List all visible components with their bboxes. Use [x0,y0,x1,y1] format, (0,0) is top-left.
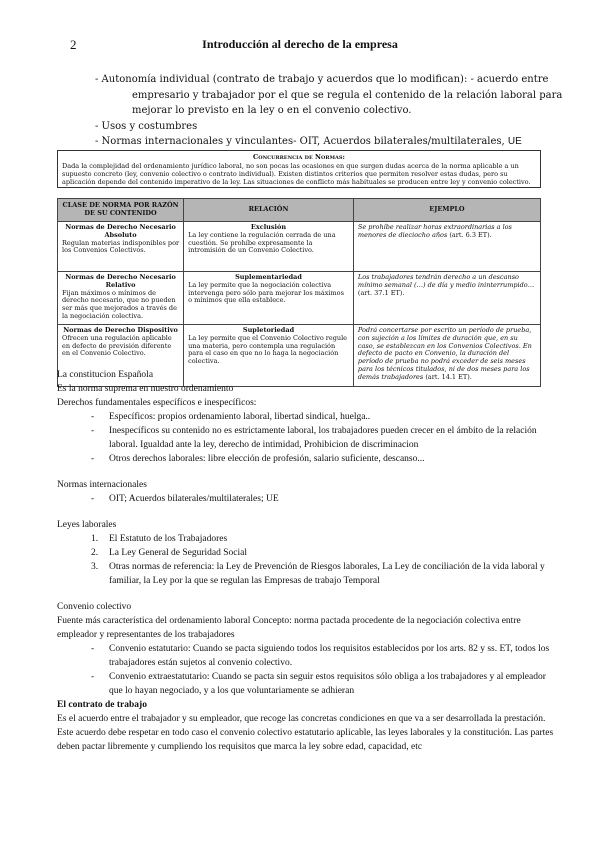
list-item: - Usos y costumbres [95,120,198,132]
example-ref: (art. 14.1 ET). [425,372,472,381]
example-text: Se prohíbe realizar horas extraordinarias a los menores de dieciocho años [357,223,512,239]
norm-class-desc: Regulan materias indisponibles por los Convenios Colectivos. [62,238,180,255]
numbered-item: 2. La Ley General de Seguridad Social [91,548,247,558]
paragraph: Fuente más característica del ordenamiento laboral Concepto: norma pactada procedente de la negociación colectiva entre empleador y representantes de los trabajadores [57,616,521,640]
table-row [58,272,541,325]
page-title: Introducción al derecho de la empresa [202,37,398,51]
column-header: EJEMPLO [353,199,540,222]
dash-item: - Específicos: propios ordenamiento laboral, libertad sindical, huelga.. [57,410,557,424]
example-text: Los trabajadores tendrán derecho a un descanso mínimo semanal (…) de día y medio ininterrumpido… [357,273,535,289]
norm-class-title: Normas de Derecho Dispositivo [63,326,178,334]
relation-title: Exclusión [250,223,287,231]
relation-desc: La ley permite que el Convenio Colectivo regule una materia, pero contempla una regulación para el caso en que no lo haga la negociación colectiva. [188,333,348,366]
dash-item: - Convenio estatutario: Cuando se pacta siguiendo todos los requisitos establecidos por los arts. 82 y ss. ET, todos los trabajadores están sujetos al convenio colectivo. [57,642,557,670]
list-item-ue: UE [507,136,522,147]
paragraph: Derechos fundamentales específicos e inespecíficos: [57,398,257,408]
dash-item: - OIT; Acuerdos bilaterales/multilaterales; UE [57,492,557,506]
paragraph: Es la norma suprema en nuestro ordenamiento [57,384,234,394]
column-header: CLASE DE NORMA POR RAZÓN DE SU CONTENIDO [58,199,184,222]
column-header: RELACIÓN [184,199,354,222]
numbered-item-text: El Estatuto de los Trabajadores [109,534,228,544]
table-cell [58,272,184,325]
relation-title: Suplementariedad [235,273,302,281]
section-heading-bold: El contrato de trabajo [57,700,147,710]
list-item: - Autonomía individual (contrato de trabajo y acuerdos que lo modifican): - acuerdo entre [95,74,549,85]
section-heading: Leyes laborales [57,520,117,530]
numbered-item: 1. El Estatuto de los Trabajadores [91,534,228,544]
dash-item: - Inespecíficos su contenido no es estrictamente laboral, los trabajadores pueden crecer en el ámbito de la relación laboral. Igualdad ante la ley, derecho de intimidad, Prohibicion de discriminacion [57,424,557,452]
table-cell [353,272,540,325]
norms-table [57,198,541,387]
box-text: Dada la complejidad del ordenamiento jurídico laboral, no son pocas las ocasiones en que surgen dudas acerca de la norma aplicable a un supuesto concreto (ley, convenio colectivo o contrato individual). Existen distintos criterios que permiten resolver estas dudas, pero su aplicación depende del contenido imperativo de la ley. Las situaciones de conflicto más habituales se producen entre ley y convenio colectivo. [62,162,531,186]
example-ref: (art. 6.3 ET). [449,230,492,239]
example-text: Podrá concertarse por escrito un período de prueba, con sujeción a los límites de duración que, en su caso, se establezcan en los Convenios Colectivos. En defecto de pacto en Convenio, la duración del período de prueba no podrá exceder de seis meses para los técnicos titulados, ni de dos meses para los demás trabajadores [357,326,532,381]
section-heading: Normas internacionales [57,480,147,490]
numbered-item-text: La Ley General de Seguridad Social [109,548,247,558]
list-item [95,134,535,150]
relation-desc: La ley contiene la regulación cerrada de una cuestión. Se prohíbe expresamente la intromisión de un Convenio Colectivo. [188,230,336,255]
body-text [57,368,557,754]
list-item-text: - Normas internacionales y vinculantes- OIT, Acuerdos bilaterales/multilaterales, [95,136,508,147]
paragraph: Es el acuerdo entre el trabajador y su empleador, que recoge las concretas condiciones en que va a ser desarrollada la prestación. Este acuerdo debe respetar en todo caso el convenio colectivo estatutario aplicable, las leyes laborales y la constitución. Las partes deben pactar libremente y cumpliendo los requisitos que marca la ley sobre edad, capacidad, etc [57,714,554,752]
numbered-item-text: Otras normas de referencia: la Ley de Prevención de Riesgos laborales, La Ley de conciliación de la vida laboral y familiar, la Ley por la que se regulan las Empresas de trabajo Temporal [109,562,545,586]
box-title: Concurrencia de Normas: [253,153,345,161]
sources-list [95,72,563,150]
concurrence-box [57,150,541,188]
norm-class-title: Normas de Derecho Necesario Relativo [65,273,176,289]
section-heading: Convenio colectivo [57,602,132,612]
relation-desc: La ley permite que la negociación colectiva intervenga pero sólo para mejorar los máximos o mínimos que ella establece. [188,280,344,305]
table-header-row [58,199,541,222]
table-cell [184,272,354,325]
list-item-continuation: empresario y trabajador por el que se regula el contenido de la relación laboral para [132,89,563,101]
numbered-item: 3. Otras normas de referencia: la Ley de Prevención de Riesgos laborales, La Ley de conciliación de la vida laboral y familiar, la Ley por la que se regulan las Empresas de trabajo Temporal [91,562,545,586]
table-cell [353,222,540,272]
table-cell [58,222,184,272]
list-item-continuation: mejorar lo previsto en la ley o en el convenio colectivo. [132,105,412,116]
norm-class-desc: Fijan máximos o mínimos de derecho necesario, que no pueden ser más que mejorados a través de la negociación colectiva. [62,288,177,320]
table-row [58,222,541,272]
page-number: 2 [70,37,77,52]
section-heading: La constitucion Española [57,370,154,380]
norm-class-desc: Ofrecen una regulación aplicable en defecto de previsión diferente en el Convenio Colectivo. [62,333,172,358]
relation-title: Supletoriedad [242,326,295,334]
norm-class-title: Normas de Derecho Necesario Absoluto [65,223,176,239]
table-cell [184,222,354,272]
example-ref: (art. 37.1 ET). [357,288,405,297]
dash-item: - Otros derechos laborales: libre elección de profesión, salario suficiente, descanso... [57,452,557,466]
dash-item: - Convenio extraestatutario: Cuando se pacta sin seguir estos requisitos sólo obliga a los trabajadores y al empleador que lo hayan negociado, y a los que voluntariamente se adhieran [57,670,557,698]
